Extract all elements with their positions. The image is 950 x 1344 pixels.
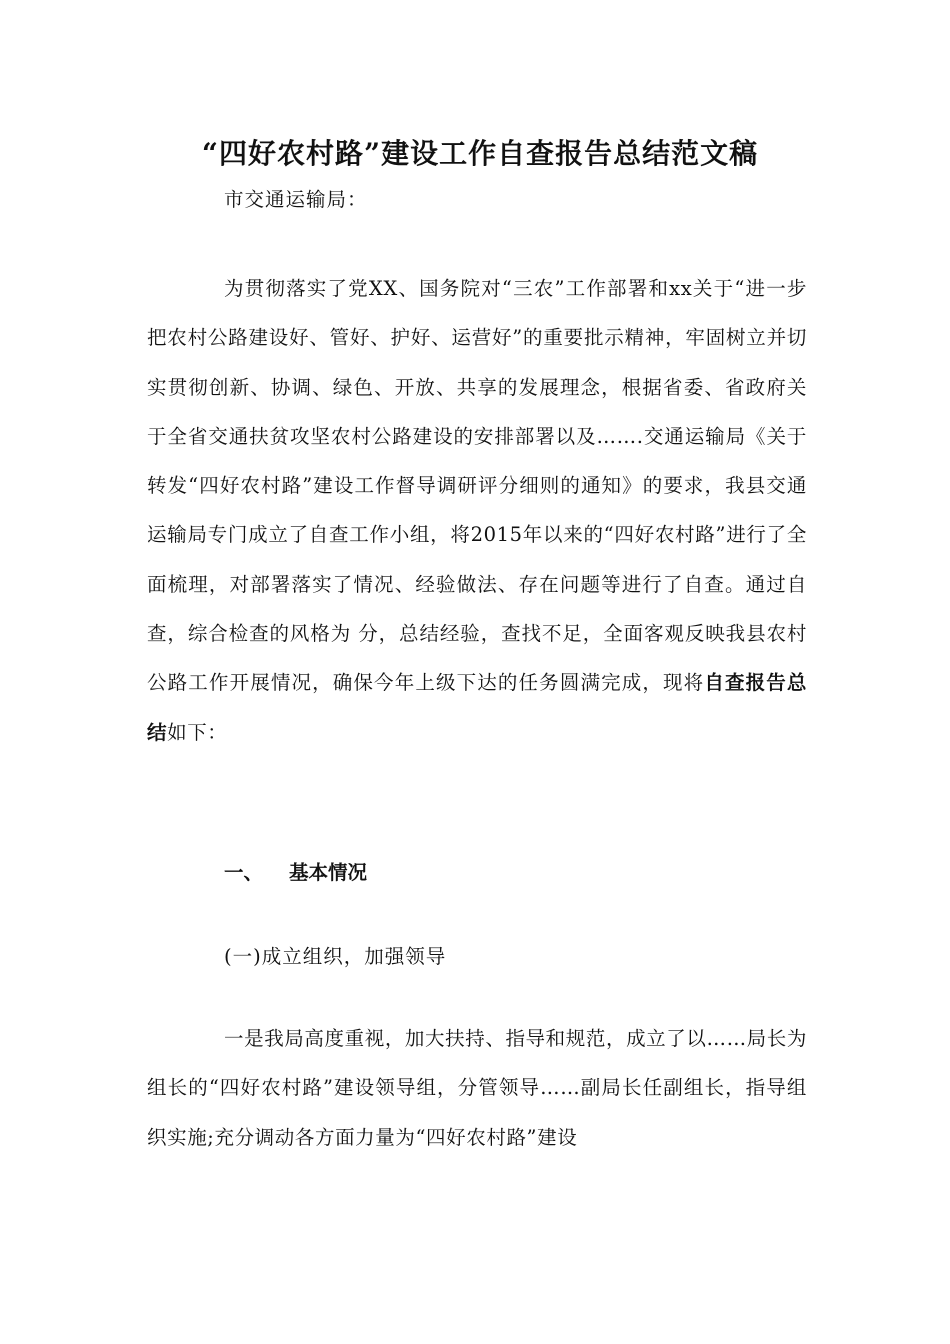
subsection-heading: (一)成立组织，加强领导 (224, 945, 447, 968)
body-paragraph: 一是我局高度重视，加大扶持、指导和规范，成立了以……局长为组长的“四好农村路”建设领导组，分管领导……副局长任副组长，指导组织实施;充分调动各方面力量为“四好农村路”建设 (147, 1027, 807, 1149)
section-title: 基本情况 (289, 861, 368, 884)
intro-paragraph (147, 264, 807, 757)
section-number: 一、 (224, 861, 264, 884)
intro-emphasis: 自查报告总结 (147, 671, 807, 744)
intro-text-before: 为贯彻落实了党XX、国务院对“三农”工作部署和xx关于“进一步把农村公路建设好、管好、护好、运营好”的重要批示精神，牢固树立并切实贯彻创新、协调、绿色、开放、共享的发展理念，根据省委、省政府关于全省交通扶贫攻坚农村公路建设的安排部署以及…….交通运输局《关于转发“四好农村路”建设工作督导调研评分细则的通知》的要求，我县交通运输局专门成立了自查工作小组，将2015年以来的“四好农村路”进行了全面梳理，对部署落实了情况、经验做法、存在问题等进行了自查。通过自查，综合检查的风格为 分，总结经验，查找不足，全面客观反映我县农村公路工作开展情况，确保今年上级下达的任务圆满完成，现将 (147, 277, 807, 695)
section-heading (224, 857, 367, 885)
document-title: “四好农村路”建设工作自查报告总结范文稿 (201, 137, 759, 170)
intro-text-after: 如下： (167, 720, 228, 744)
salutation: 市交通运输局： (224, 188, 368, 211)
